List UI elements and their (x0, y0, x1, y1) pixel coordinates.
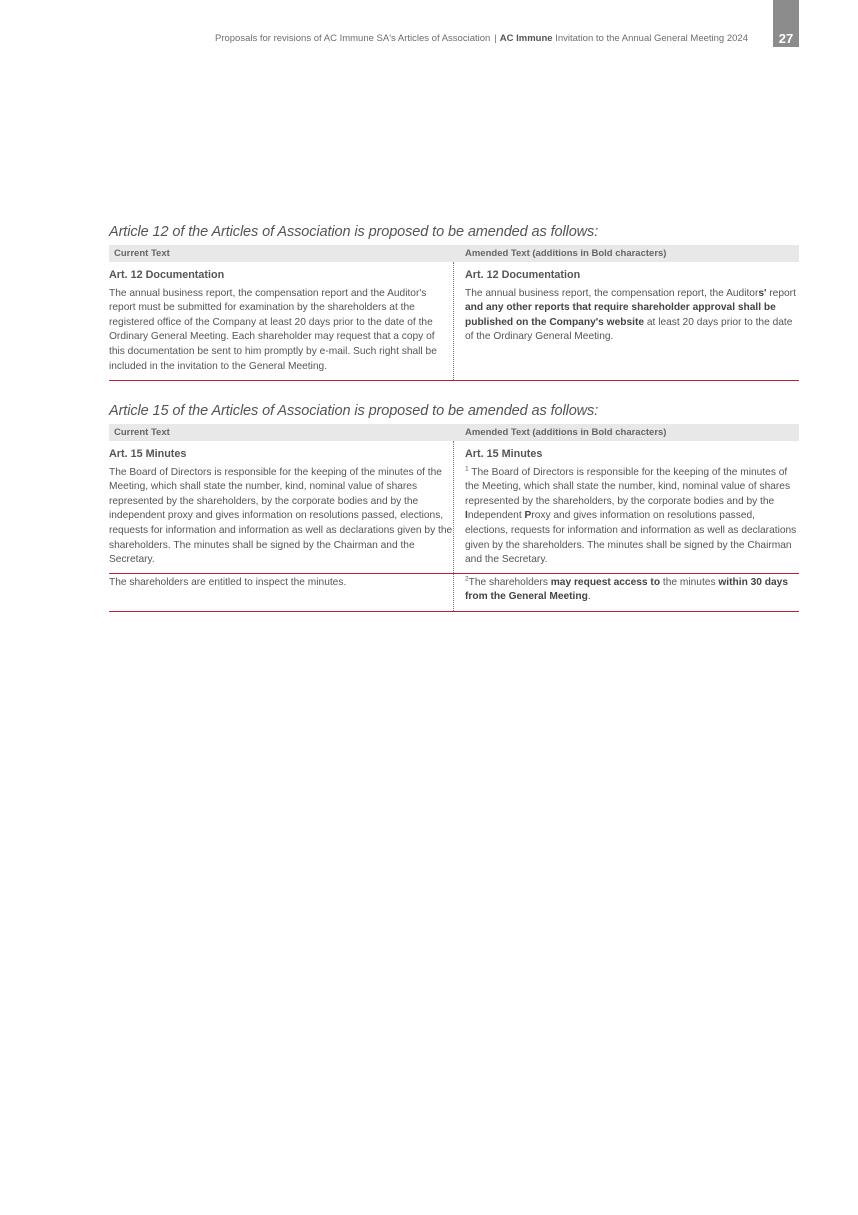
amended-text: $^2$The shareholders may request access to the minutes within 30 days from the General Meeting. (465, 575, 789, 603)
header-brand: AC Immune (499, 33, 553, 44)
header-doc-title: Invitation to the Annual General Meeting 2024 (555, 33, 748, 44)
col-amended-header: Amended Text (additions in Bold characters) (465, 427, 667, 438)
article-15-section (109, 403, 799, 612)
table-header (109, 245, 799, 262)
table-header (109, 424, 799, 441)
amended-text-cell (453, 441, 799, 573)
article-12-section (109, 224, 799, 381)
current-text: The annual business report, the compensation report and the Auditor's report must be submitted for examination by the shareholders at the registered office of the Company at least 20 days prior to the date of the Ordinary General Meeting. Each shareholder may request that a copy of this documentation be sent to him promptly by e-mail. Such right shall be included in the invitation to the General Meeting. (109, 287, 437, 372)
table-row (109, 262, 799, 381)
col-current-header: Current Text (114, 248, 170, 259)
table-row (109, 574, 799, 612)
table-row (109, 441, 799, 574)
article-heading: Art. 12 Documentation (465, 269, 581, 281)
section-title: Article 15 of the Articles of Association is proposed to be amended as follows: (109, 403, 599, 419)
running-header (215, 33, 748, 44)
current-text: The shareholders are entitled to inspect the minutes. (109, 576, 347, 588)
current-text-cell (109, 574, 453, 611)
col-amended-header: Amended Text (additions in Bold characters) (465, 248, 667, 259)
amended-text: $^1$ The Board of Directors is responsible for the keeping of the minutes of the Meeting, which shall state the number, kind, nominal value of shares represented by the shareholders, by the corporate bodies and by the Independent Proxy and gives information on resolutions passed, elections, requests for information and information as well as declarations given by the shareholders. The minutes shall be signed by the Chairman and the Secretary. (465, 465, 797, 566)
amended-text: The annual business report, the compensation report, the Auditors' report and any other reports that require shareholder approval shall be published on the Company's website at least 20 days prior to the date of the Ordinary General Meeting. (465, 287, 796, 343)
page-number: 27 (778, 31, 794, 46)
current-text-cell (109, 441, 453, 573)
page-number-tab (773, 0, 799, 47)
article-heading: Art. 15 Minutes (465, 448, 543, 460)
header-separator: | (494, 33, 497, 44)
article-heading: Art. 15 Minutes (109, 448, 187, 460)
amended-text-cell (453, 262, 799, 380)
article-heading: Art. 12 Documentation (109, 269, 225, 281)
section-title: Article 12 of the Articles of Association is proposed to be amended as follows: (109, 224, 599, 240)
amended-text-cell (453, 574, 799, 611)
header-section-title: Proposals for revisions of AC Immune SA's Articles of Association (214, 33, 491, 44)
current-text-cell (109, 262, 453, 380)
current-text: The Board of Directors is responsible for the keeping of the minutes of the Meeting, which shall state the number, kind, nominal value of shares represented by the shareholders, by the corporate bodies and by the independent proxy and gives information on resolutions passed, elections, requests for information and information as well as declarations given by the shareholders. The minutes shall be signed by the Chairman and the Secretary. (109, 466, 453, 566)
col-current-header: Current Text (114, 427, 170, 438)
